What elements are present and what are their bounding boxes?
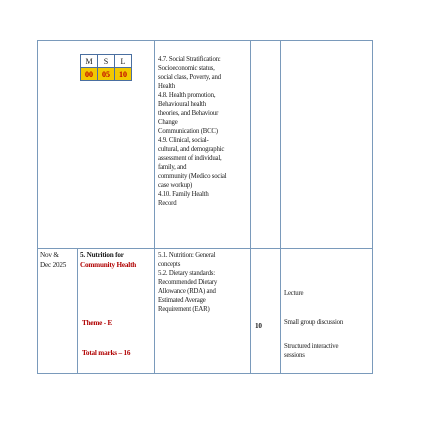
- table-border-right: [372, 40, 373, 373]
- msl-value-l: 10: [115, 68, 132, 81]
- msl-header-l: L: [115, 55, 132, 68]
- topic-line: 4.10. Family Health: [158, 191, 209, 198]
- topic-line: Record: [158, 200, 177, 207]
- msl-value-m: 00: [81, 68, 98, 81]
- row-divider: [37, 248, 373, 249]
- table-border-top: [37, 40, 373, 41]
- col-divider: [154, 40, 155, 373]
- topic-line: Health: [158, 83, 175, 90]
- col-divider: [77, 248, 78, 373]
- topic-line: concepts: [158, 261, 181, 268]
- method-line: sessions: [284, 352, 305, 359]
- method-structured: [284, 342, 338, 360]
- method-small-group: Small group discussion: [284, 319, 344, 326]
- topic-line: 5.2. Dietary standards:: [158, 270, 215, 277]
- subject-title: Community Health: [80, 260, 137, 269]
- table-border-left: [37, 40, 38, 373]
- topic-line: family, and: [158, 164, 187, 171]
- topic-line: 4.7. Social Stratification:: [158, 56, 221, 63]
- method-line: Structured interactive: [284, 343, 339, 350]
- month-cell: [40, 251, 66, 270]
- topic-line: Socioeconomic status,: [158, 65, 215, 72]
- theme-label: Theme - E: [82, 319, 113, 327]
- topic-line: Estimated Average: [158, 297, 206, 304]
- topic-line: Recommended Dietary: [158, 279, 218, 286]
- topic-line: cultural, and demographic: [158, 146, 225, 153]
- topic-line: social class, Poverty, and: [158, 74, 221, 81]
- msl-value-s: 05: [98, 68, 115, 81]
- topic-line: 5.1. Nutrition: General: [158, 252, 216, 259]
- topic-line: Communication (BCC): [158, 128, 218, 135]
- topic-line: 4.9. Clinical, social-: [158, 137, 209, 144]
- month-line: Dec 2025: [40, 260, 67, 269]
- hours-value: 10: [255, 322, 262, 330]
- topic-line: Requirement (EAR): [158, 306, 210, 313]
- col-divider: [280, 40, 281, 373]
- topics-upper-list: [158, 55, 226, 208]
- subject-cell: [80, 251, 136, 270]
- msl-hours-box: [80, 54, 132, 81]
- msl-header-s: S: [98, 55, 115, 68]
- topic-line: Change: [158, 119, 178, 126]
- method-lecture: Lecture: [284, 290, 304, 297]
- total-marks: Total marks – 16: [82, 349, 131, 357]
- topic-line: 4.8. Health promotion,: [158, 92, 216, 99]
- topic-line: case workup): [158, 182, 193, 189]
- subject-number: 5. Nutrition for: [80, 251, 124, 259]
- topic-line: Allowance (RDA) and: [158, 288, 216, 295]
- topic-line: community (Medico social: [158, 173, 227, 180]
- month-line: Nov &: [40, 251, 59, 259]
- col-divider: [250, 40, 251, 373]
- table-border-bottom: [37, 373, 373, 374]
- msl-header-m: M: [81, 55, 98, 68]
- topic-line: Behavioural health: [158, 101, 206, 108]
- topic-line: theories, and Behaviour: [158, 110, 219, 117]
- topic-line: assessment of individual,: [158, 155, 222, 162]
- topics-lower-list: [158, 251, 217, 314]
